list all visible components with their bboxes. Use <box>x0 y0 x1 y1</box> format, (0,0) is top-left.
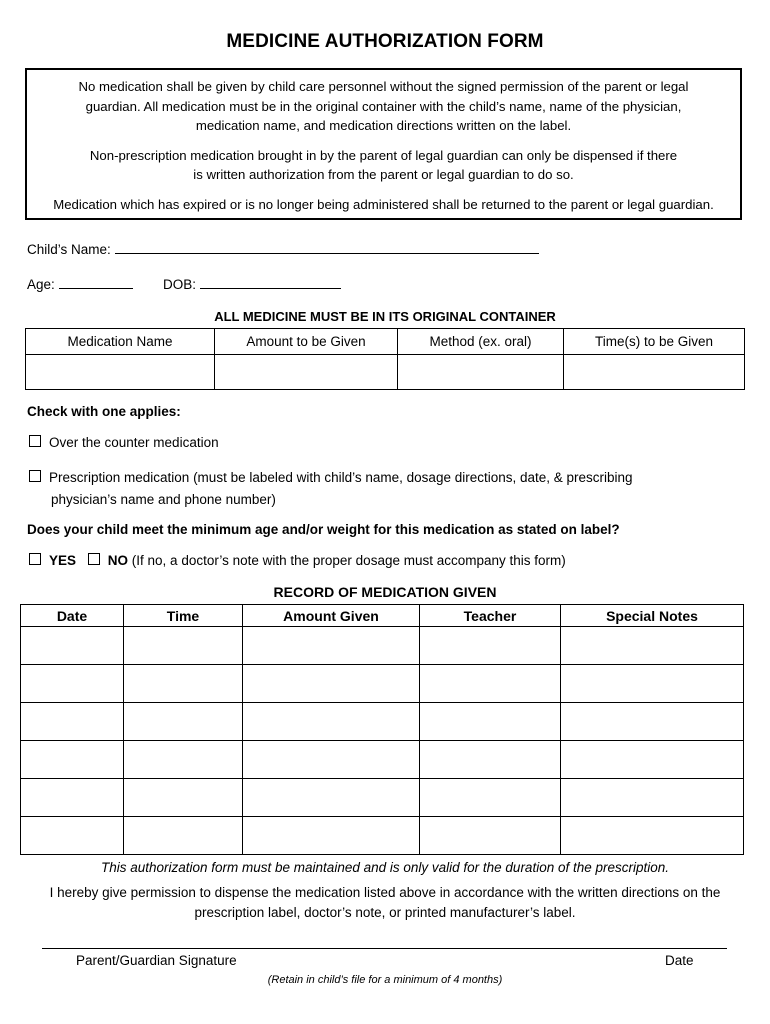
otc-option <box>29 435 219 450</box>
col-amount: Amount to be Given <box>215 329 398 355</box>
record-cell[interactable] <box>561 627 744 665</box>
dob-label: DOB: <box>163 277 197 292</box>
child-name-input-line[interactable] <box>115 239 539 254</box>
no-note: (If no, a doctor’s note with the proper dosage must accompany this form) <box>131 553 566 568</box>
record-cell[interactable] <box>124 703 243 741</box>
col-special-notes: Special Notes <box>561 605 744 627</box>
record-cell[interactable] <box>420 741 561 779</box>
record-table <box>20 604 744 855</box>
record-cell[interactable] <box>124 779 243 817</box>
col-amount-given: Amount Given <box>243 605 420 627</box>
record-row <box>21 779 744 817</box>
permission-line-1: I hereby give permission to dispense the medication listed above in accordance with the written directions on the <box>49 885 721 900</box>
retain-note: (Retain in child’s file for a minimum of 4 months) <box>267 974 503 986</box>
no-label: NO <box>107 553 129 568</box>
record-cell[interactable] <box>21 627 124 665</box>
record-cell[interactable] <box>561 779 744 817</box>
record-cell[interactable] <box>124 665 243 703</box>
signature-label: Parent/Guardian Signature <box>76 953 237 968</box>
yes-checkbox[interactable] <box>29 553 41 565</box>
record-row <box>21 665 744 703</box>
record-cell[interactable] <box>561 817 744 855</box>
yes-no-row <box>29 553 566 568</box>
times-cell[interactable] <box>564 355 745 390</box>
col-medication-name: Medication Name <box>26 329 215 355</box>
medication-name-cell[interactable] <box>26 355 215 390</box>
record-cell[interactable] <box>561 741 744 779</box>
record-row <box>21 703 744 741</box>
col-method: Method (ex. oral) <box>398 329 564 355</box>
record-heading: RECORD OF MEDICATION GIVEN <box>273 584 497 600</box>
record-cell[interactable] <box>124 817 243 855</box>
prescription-option <box>29 470 633 485</box>
amount-cell[interactable] <box>215 355 398 390</box>
prescription-label: Prescription medication (must be labeled with child’s name, dosage directions, date, & prescribing <box>49 470 633 485</box>
validity-note: This authorization form must be maintained and is only valid for the duration of the prescription. <box>100 860 670 875</box>
record-cell[interactable] <box>420 627 561 665</box>
otc-checkbox[interactable] <box>29 435 41 447</box>
method-cell[interactable] <box>398 355 564 390</box>
check-heading: Check with one applies: <box>27 404 181 419</box>
record-cell[interactable] <box>420 817 561 855</box>
age-question: Does your child meet the minimum age and/or weight for this medication as stated on label? <box>27 522 620 537</box>
record-cell[interactable] <box>243 817 420 855</box>
record-row <box>21 627 744 665</box>
age-field <box>27 274 133 292</box>
medication-table <box>25 328 745 390</box>
date-label: Date <box>665 953 694 968</box>
record-cell[interactable] <box>243 779 420 817</box>
record-row <box>21 817 744 855</box>
prescription-checkbox[interactable] <box>29 470 41 482</box>
record-cell[interactable] <box>21 779 124 817</box>
record-cell[interactable] <box>420 665 561 703</box>
no-checkbox[interactable] <box>88 553 100 565</box>
record-cell[interactable] <box>21 703 124 741</box>
col-time: Time <box>124 605 243 627</box>
notice-paragraph-2: Non-prescription medication brought in by the parent of legal guardian can only be dispensed if there is written authorization from the parent or legal guardian to do so. <box>89 147 678 182</box>
prescription-label-continued: physician’s name and phone number) <box>51 492 276 507</box>
record-cell[interactable] <box>21 665 124 703</box>
permission-statement <box>0 883 770 923</box>
record-cell[interactable] <box>420 779 561 817</box>
otc-label: Over the counter medication <box>49 435 219 450</box>
record-cell[interactable] <box>243 741 420 779</box>
notice-paragraph-3: Medication which has expired or is no longer being administered shall be returned to the parent or legal guardian. <box>53 196 714 212</box>
record-row <box>21 741 744 779</box>
record-cell[interactable] <box>21 741 124 779</box>
record-cell[interactable] <box>243 703 420 741</box>
record-cell[interactable] <box>561 703 744 741</box>
permission-line-2: prescription label, doctor’s note, or printed manufacturer’s label. <box>194 905 576 920</box>
child-name-label: Child’s Name: <box>27 242 111 257</box>
record-cell[interactable] <box>243 627 420 665</box>
notice-box <box>25 68 742 220</box>
age-label: Age: <box>27 277 55 292</box>
dob-input-line[interactable] <box>200 274 341 289</box>
col-times: Time(s) to be Given <box>564 329 745 355</box>
age-input-line[interactable] <box>59 274 133 289</box>
notice-paragraph-1: No medication shall be given by child care personnel without the signed permission of the parent or legal guardian. All medication must be in the original container with the child’s name, name of the physician, medication name, and medication directions written on the label. <box>78 79 689 133</box>
record-cell[interactable] <box>561 665 744 703</box>
form-title: MEDICINE AUTHORIZATION FORM <box>226 31 544 52</box>
record-cell[interactable] <box>243 665 420 703</box>
yes-label: YES <box>49 553 77 568</box>
dob-field <box>163 274 341 292</box>
medicine-heading: ALL MEDICINE MUST BE IN ITS ORIGINAL CONTAINER <box>214 309 556 324</box>
record-cell[interactable] <box>420 703 561 741</box>
record-cell[interactable] <box>124 741 243 779</box>
col-date: Date <box>21 605 124 627</box>
record-cell[interactable] <box>21 817 124 855</box>
record-cell[interactable] <box>124 627 243 665</box>
col-teacher: Teacher <box>420 605 561 627</box>
signature-line[interactable] <box>42 948 727 949</box>
child-name-field <box>27 239 539 257</box>
